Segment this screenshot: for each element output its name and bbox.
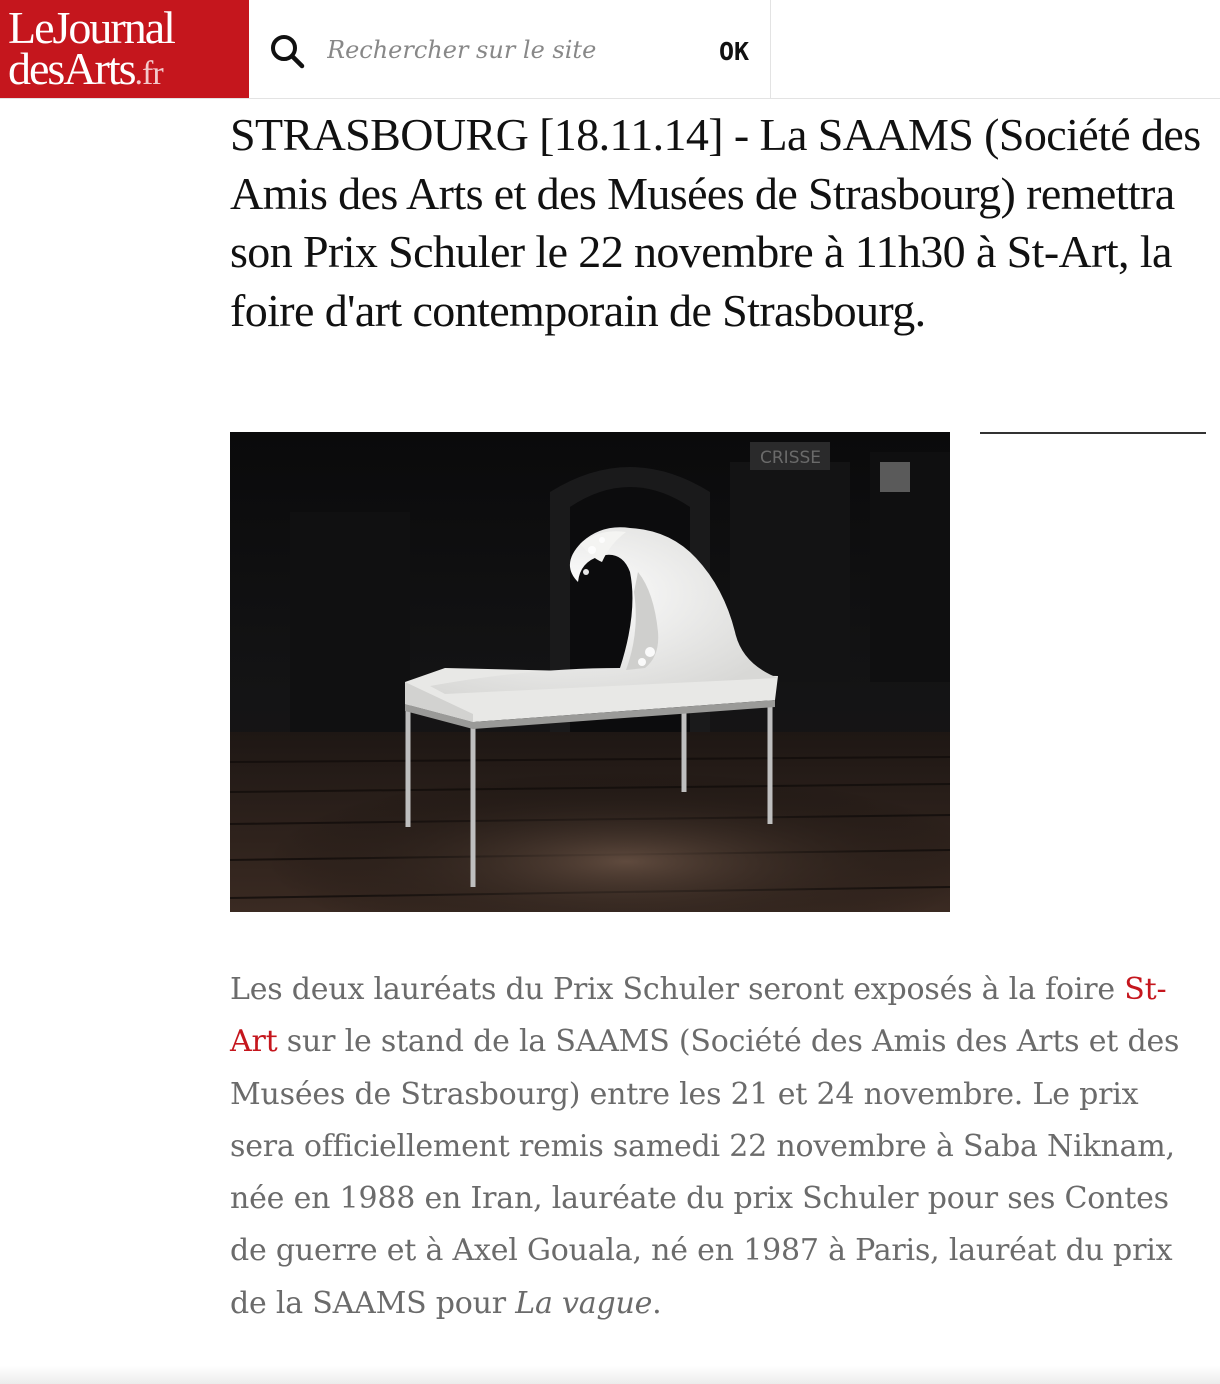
search-input[interactable] [327, 30, 697, 70]
st-art-link[interactable]: St-Art [230, 972, 1167, 1060]
article-body [230, 964, 1205, 1330]
photo-sign-text: CRISSE [760, 448, 822, 468]
article-photo [230, 432, 950, 912]
site-header [0, 0, 1220, 99]
logo-line-1: LeJournal [8, 2, 174, 53]
logo-line-2 [8, 43, 163, 97]
body-text-part-2: sur le stand de la SAAMS (Société des Amis des Arts et des Musées de Strasbourg) entre les 21 et 24 novembre. Le prix sera officiellement remis samedi 22 novembre à Saba Niknam, née en 1988 en Iran, lauréate du prix Schuler pour ses Contes de guerre et à Axel Gouala, né en 1987 à Paris, lauréat du prix de la SAAMS pour [230, 1024, 1180, 1321]
search-submit-button[interactable]: OK [711, 30, 757, 72]
article-headline: STRASBOURG [18.11.14] - La SAAMS (Société des Amis des Arts et des Musées de Strasbourg) remettra son Prix Schuler le 22 novembre à 11h30 à St-Art, la foire d'art contemporain de Strasbourg. [230, 109, 1201, 336]
search-icon[interactable] [269, 33, 305, 69]
logo-line-2-text: desArts [8, 43, 135, 94]
bottom-fade [0, 1366, 1220, 1384]
body-text-part-1: Les deux lauréats du Prix Schuler seront exposés à la foire [230, 972, 1125, 1007]
site-logo[interactable] [0, 0, 249, 98]
logo-tld: .fr [134, 55, 163, 92]
sidebar-divider [980, 432, 1206, 434]
search-bar [249, 0, 771, 98]
artwork-title: La vague [515, 1285, 653, 1321]
body-text-end: . [652, 1285, 662, 1321]
